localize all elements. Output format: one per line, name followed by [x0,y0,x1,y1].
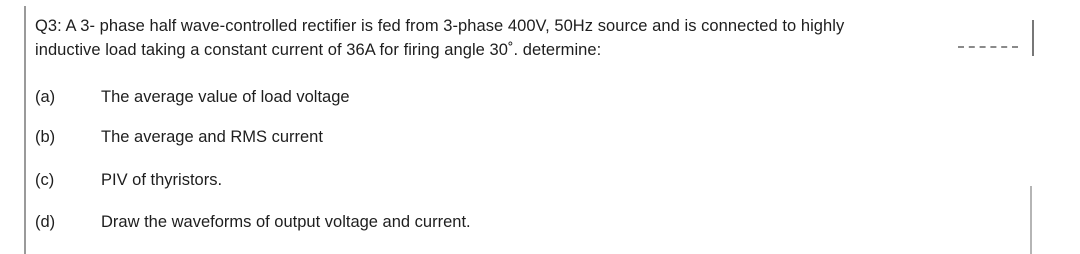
right-border-line-bottom [1030,186,1032,254]
left-border-line [24,6,26,254]
item-a [35,86,350,108]
item-text: The average and RMS current [101,128,323,146]
item-letter: (c) [35,171,55,189]
item-letter: (d) [35,213,56,231]
question-text [35,14,1030,62]
question-line-2: inductive load taking a constant current of 36A for firing angle 30˚. determine: [35,41,602,59]
item-text: The average value of load voltage [101,88,350,106]
item-d [35,211,471,233]
item-b [35,126,323,148]
item-text: Draw the waveforms of output voltage and current. [101,213,471,231]
question-line-1: Q3: A 3- phase half wave-controlled rectifier is fed from 3-phase 400V, 50Hz source and is connected to highly [35,17,845,35]
item-text: PIV of thyristors. [101,171,223,189]
right-border-line-top [1032,20,1034,56]
item-c [35,169,222,191]
item-letter: (a) [35,88,56,106]
item-letter: (b) [35,128,56,146]
